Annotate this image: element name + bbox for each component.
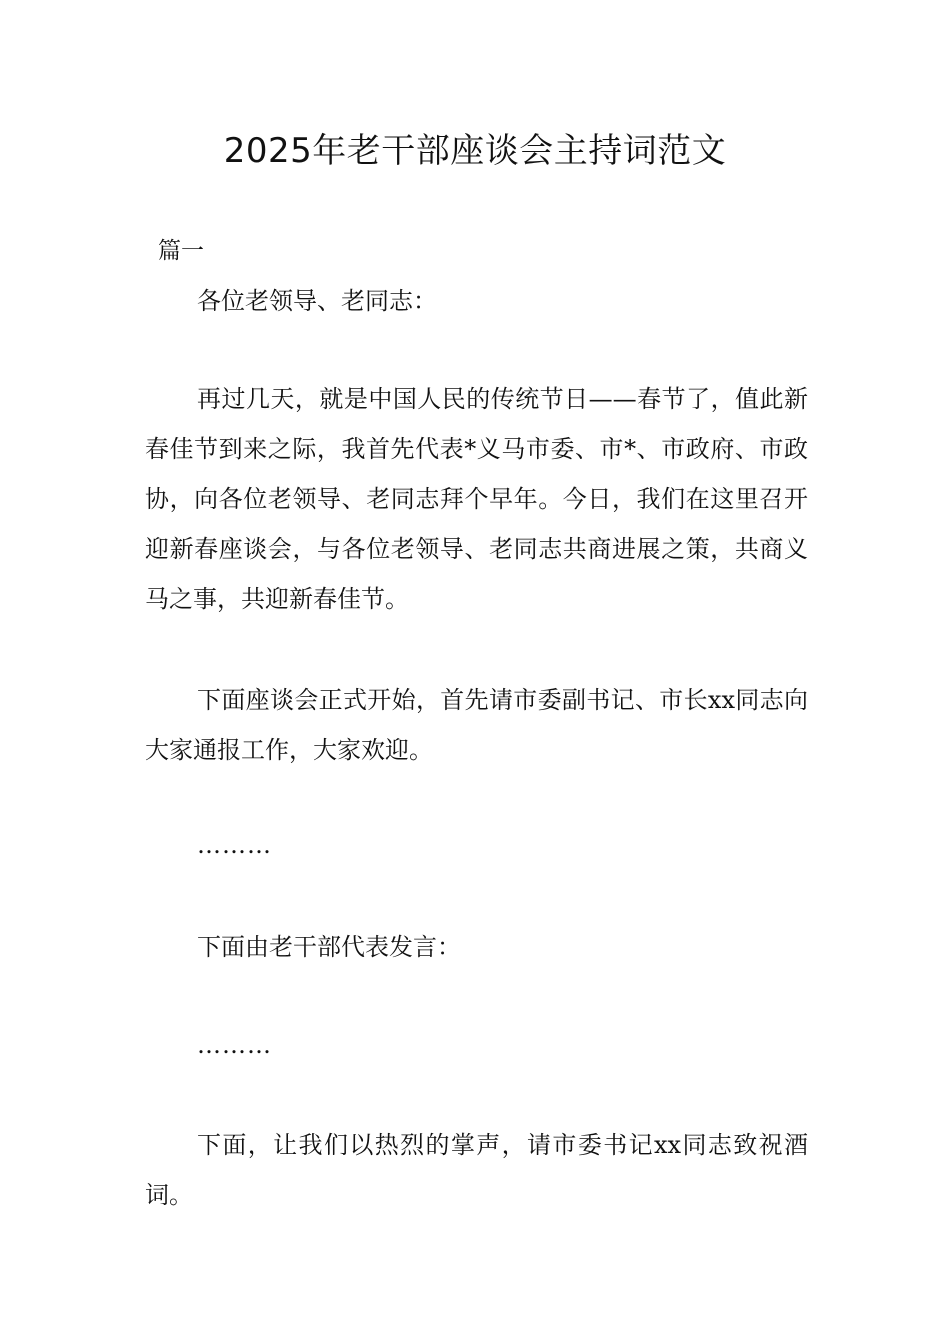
- paragraph-opening: 再过几天，就是中国人民的传统节日——春节了，值此新春佳节到来之际，我首先代表*义马市委、市*、市政府、市政协，向各位老领导、老同志拜个早年。今日，我们在这里召开迎新春座谈会，与各位老领导、老同志共商进展之策，共商义马之事，共迎新春佳节。: [145, 385, 808, 613]
- paragraph-ellipsis: ………: [197, 1031, 272, 1059]
- paragraph-representative-speech: 下面由老干部代表发言：: [197, 933, 461, 961]
- section-label: 篇一: [158, 238, 204, 264]
- paragraph-toast: 下面，让我们以热烈的掌声，请市委书记xx同志致祝酒词。: [145, 1131, 808, 1209]
- paragraph-ellipsis: ………: [197, 831, 272, 859]
- document-title: 2025年老干部座谈会主持词范文: [223, 131, 727, 171]
- paragraph-meeting-start: 下面座谈会正式开始，首先请市委副书记、市长xx同志向大家通报工作，大家欢迎。: [145, 686, 808, 764]
- paragraph-greeting: 各位老领导、老同志：: [197, 287, 437, 315]
